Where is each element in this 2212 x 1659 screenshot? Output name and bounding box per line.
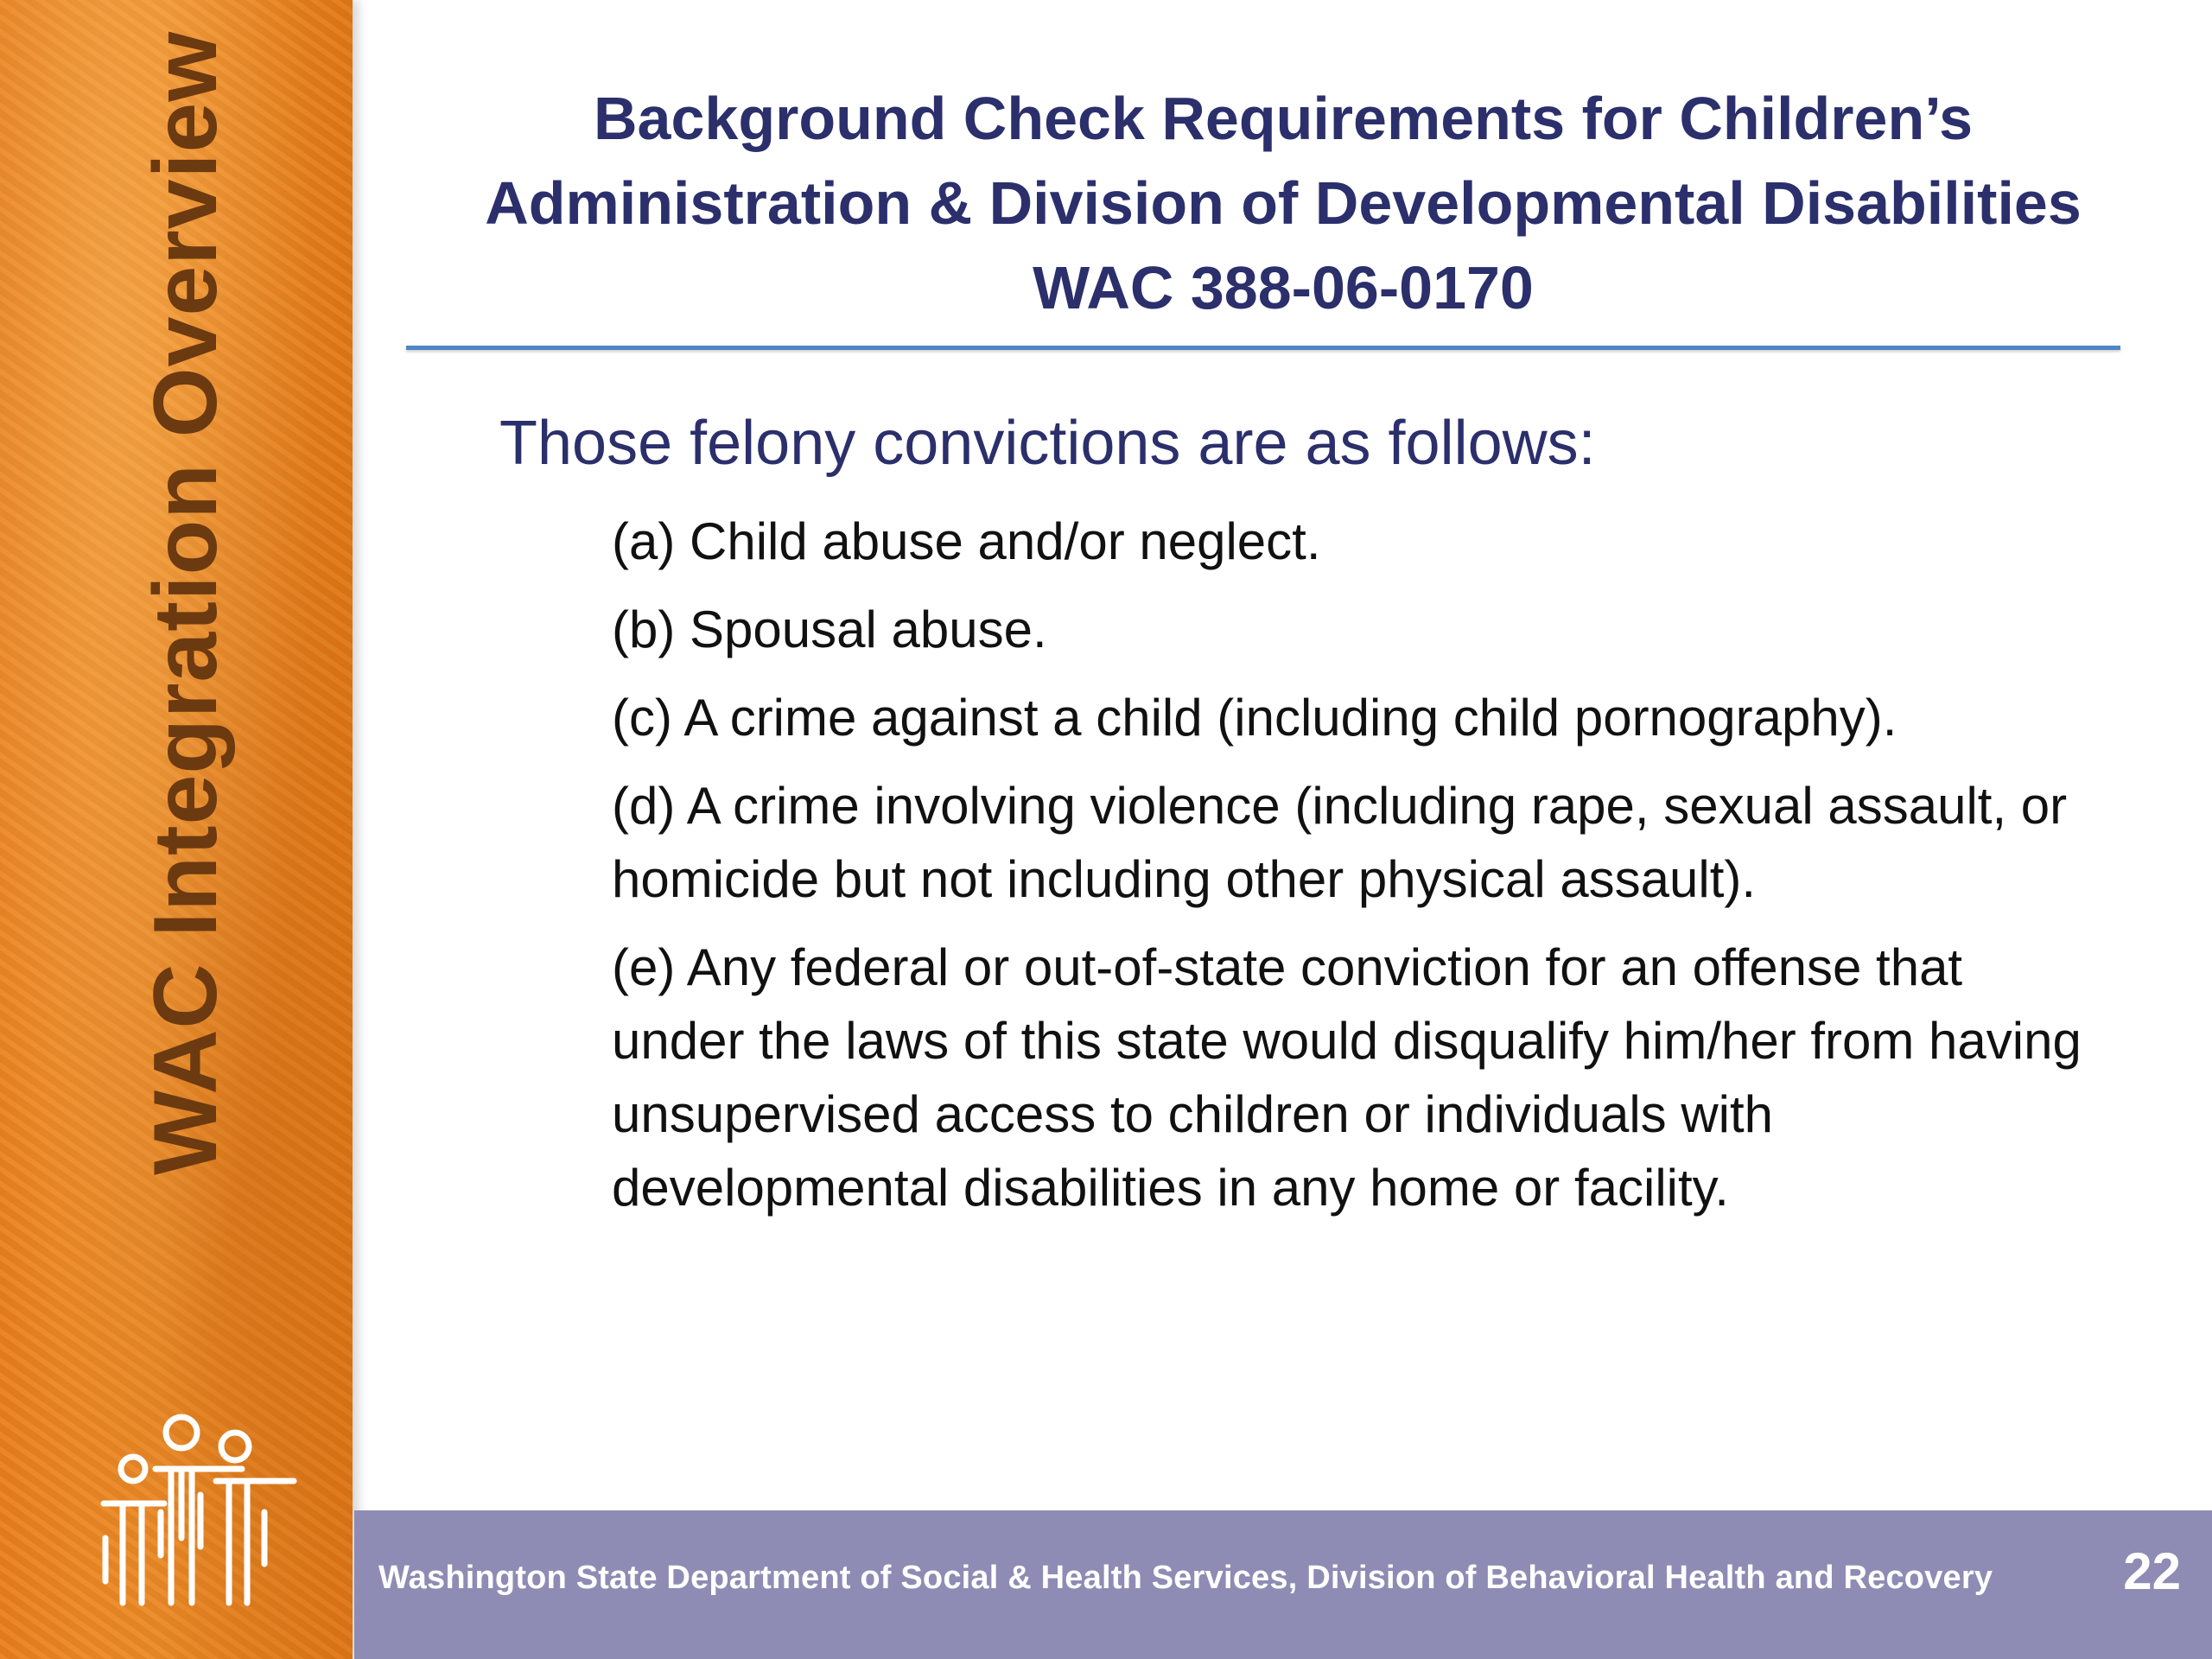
slide-title [406,76,2160,330]
intro-text: Those felony convictions are as follows: [499,409,1596,478]
title-divider [406,346,2120,350]
page-number: 22 [2123,1542,2181,1600]
list-item: (e) Any federal or out-of-state conviction for an offense that under the laws of this state would disqualify him/her from having unsupervised access to children or individuals with developmental disabilities in any home or facility. [612,938,2082,1217]
slide-title-line-2: Administration & Division of Developmental Disabilities [485,169,2082,237]
slide-title-line-1: Background Check Requirements for Children’s [593,85,1974,152]
list-item: (a) Child abuse and/or neglect. [612,512,1321,570]
sidebar-title-container [130,30,242,1175]
family-people-icon [95,1408,302,1607]
list-item: (c) A crime against a child (including child pornography). [612,689,1897,747]
list-item: (b) Spousal abuse. [612,601,1047,658]
slide-title-line-3: WAC 388-06-0170 [1033,254,1534,321]
list-item: (d) A crime involving violence (including rape, sexual assault, or homicide but not including other physical assault). [612,777,2068,908]
sidebar [0,0,353,1659]
footer-text: Washington State Department of Social & Health Services, Division of Behavioral Health and Recovery [378,1560,1993,1596]
conviction-list [612,505,2098,1239]
sidebar-title: WAC Integration Overview [135,30,236,1175]
footer-bar [354,1510,2212,1659]
